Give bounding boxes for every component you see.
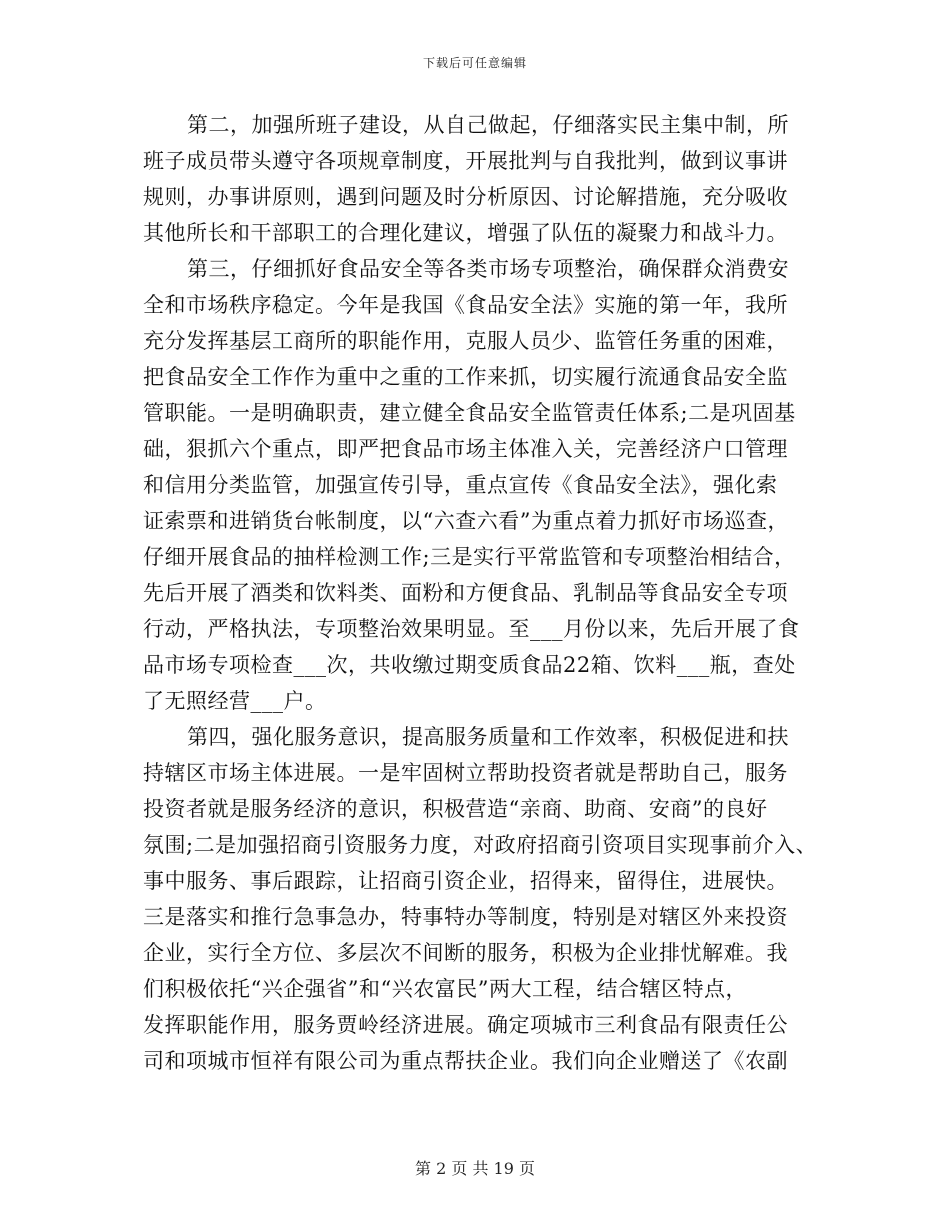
text-line: 氛围;二是加强招商引资服务力度，对政府招商引资项目实现事前介入、 [143,833,818,857]
page-header: 下载后可任意编辑 [422,56,527,70]
text-line: 企业，实行全方位、多层次不间断的服务，积极为企业排忧解难。我 [143,941,788,965]
text-line: 事中服务、事后跟踪，让招商引资企业，招得来，留得住，进展快。 [143,869,788,893]
text-line: 先后开展了酒类和饮料类、面粉和方便食品、乳制品等食品安全专项 [143,581,788,605]
text-line: 三是落实和推行急事急办，特事特办等制度，特别是对辖区外来投资 [143,905,788,929]
text-line: 持辖区市场主体进展。一是牢固树立帮助投资者就是帮助自己，服务 [143,761,788,785]
document-body [143,107,818,1079]
text-line: 品市场专项检查___次，共收缴过期变质食品22箱、饮料___瓶，查处 [143,653,796,677]
text-line: 行动，严格执法，专项整治效果明显。至___月份以来，先后开展了食 [143,617,800,641]
text-line: 发挥职能作用，服务贾岭经济进展。确定项城市三利食品有限责任公 [143,1013,788,1037]
text-line: 础，狠抓六个重点，即严把食品市场主体准入关，完善经济户口管理 [143,437,788,461]
text-line: 投资者就是服务经济的意识，积极营造“亲商、助商、安商”的良好 [143,797,768,821]
text-line: 司和项城市恒祥有限公司为重点帮扶企业。我们向企业赠送了《农副 [143,1049,788,1073]
page-footer: 第 2 页 共 19 页 [415,1159,535,1178]
paragraph-first-line: 第四，强化服务意识，提高服务质量和工作效率，积极促进和扶 [187,725,789,749]
text-line: 仔细开展食品的抽样检测工作;三是实行平常监管和专项整治相结合， [143,545,796,569]
paragraph-first-line: 第三，仔细抓好食品安全等各类市场专项整治，确保群众消费安 [187,257,789,281]
text-line: 其他所长和干部职工的合理化建议，增强了队伍的凝聚力和战斗力。 [143,221,788,245]
text-line: 们积极依托“兴企强省”和“兴农富民”两大工程，结合辖区特点， [143,977,747,1001]
text-line: 规则，办事讲原则，遇到问题及时分析原因、讨论解措施，充分吸收 [143,185,788,209]
paragraph-first-line: 第二，加强所班子建设，从自己做起，仔细落实民主集中制，所 [187,113,789,137]
text-line: 把食品安全工作作为重中之重的工作来抓，切实履行流通食品安全监 [143,365,788,389]
text-line: 证索票和进销货台帐制度，以“六查六看”为重点着力抓好市场巡查， [143,509,789,533]
text-line: 班子成员带头遵守各项规章制度，开展批判与自我批判，做到议事讲 [143,149,788,173]
text-line: 管职能。一是明确职责，建立健全食品安全监管责任体系;二是巩固基 [143,401,796,425]
text-line: 和信用分类监管，加强宣传引导，重点宣传《食品安全法》，强化索 [143,473,778,497]
text-line: 了无照经营___户。 [143,689,327,713]
text-line: 充分发挥基层工商所的职能作用，克服人员少、监管任务重的困难， [143,329,788,353]
text-line: 全和市场秩序稳定。今年是我国《食品安全法》实施的第一年，我所 [143,293,788,317]
